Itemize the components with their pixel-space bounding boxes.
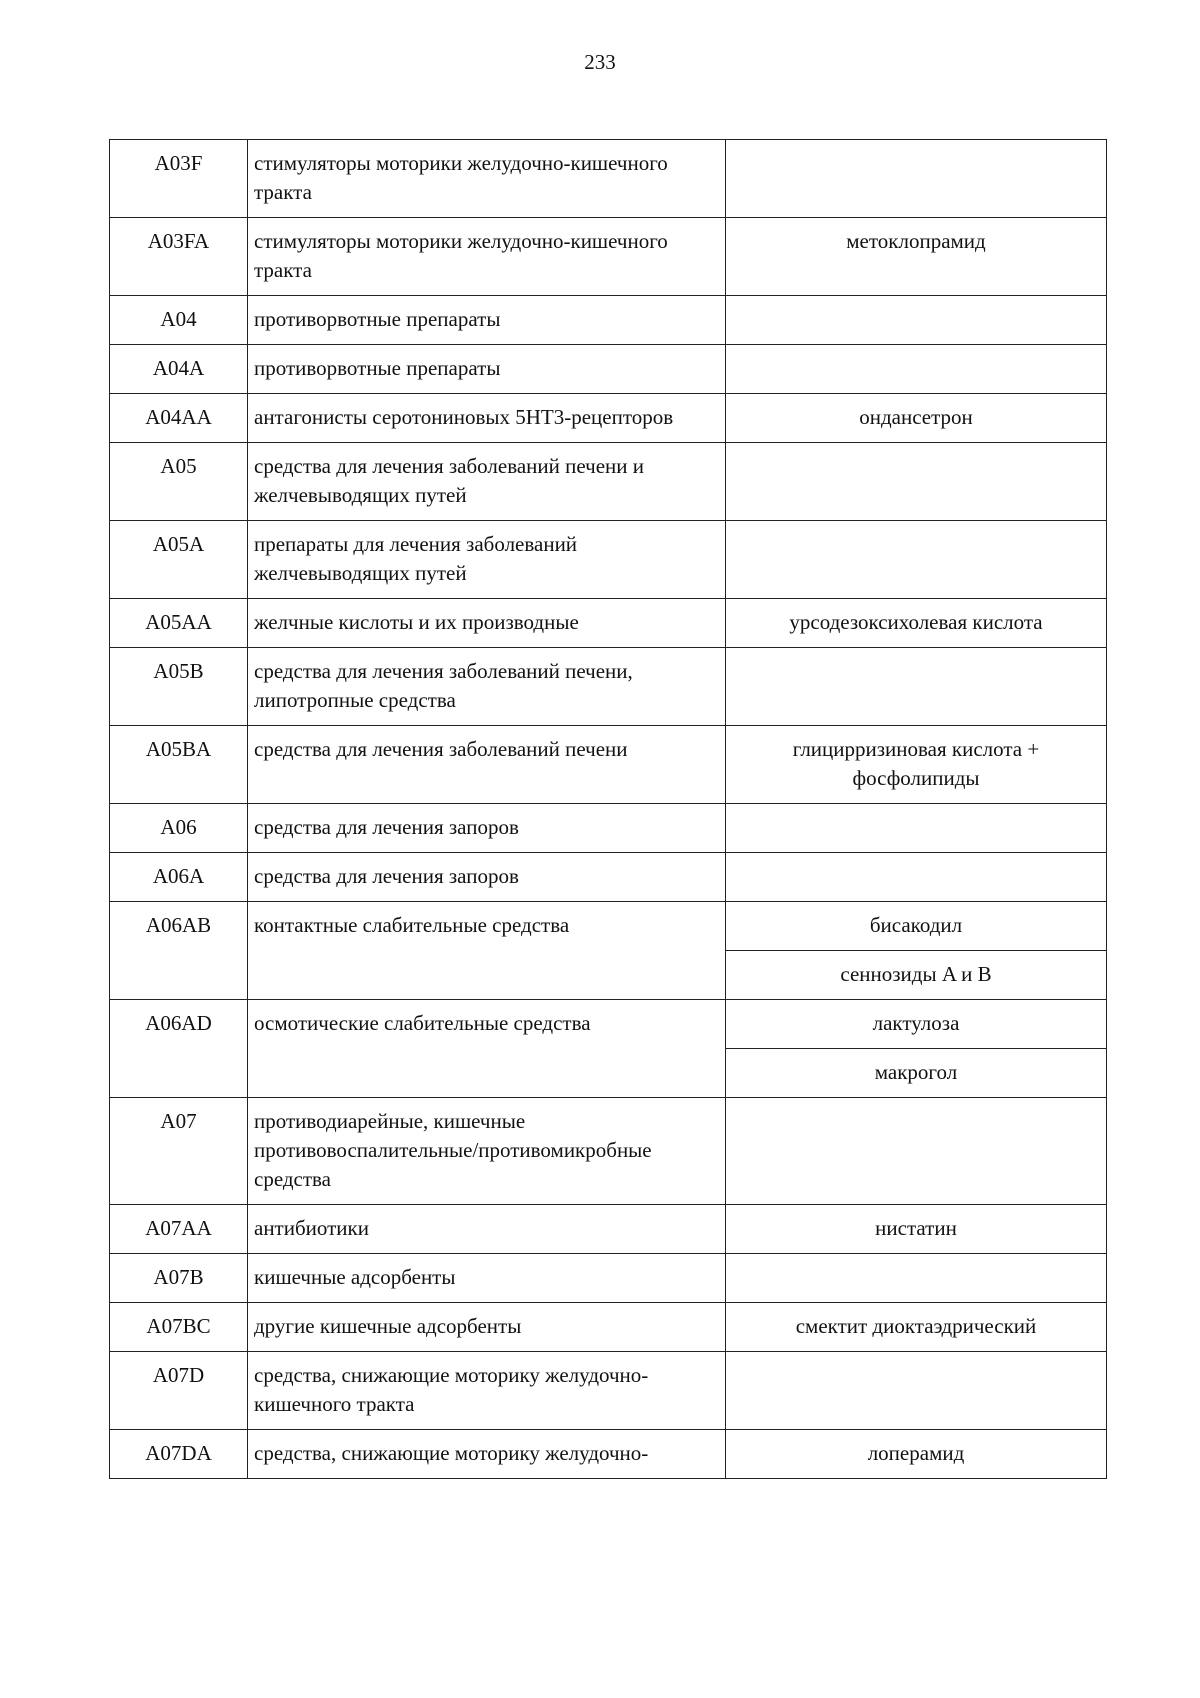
atc-code-cell: A05	[110, 443, 248, 521]
drug-name-cell	[726, 140, 1107, 218]
atc-code-cell: A06AB	[110, 902, 248, 1000]
drug-name-cell	[726, 804, 1107, 853]
table-row	[110, 394, 1107, 443]
table-row	[110, 804, 1107, 853]
drug-name-cell	[726, 853, 1107, 902]
table-row	[110, 443, 1107, 521]
group-name-cell: средства, снижающие моторику желудочно-	[248, 1430, 726, 1479]
drug-name-cell	[726, 345, 1107, 394]
table-row	[110, 296, 1107, 345]
group-name-cell: препараты для лечения заболеваний желчевыводящих путей	[248, 521, 726, 599]
drug-name-cell	[726, 1098, 1107, 1205]
drug-name-cell	[726, 296, 1107, 345]
atc-code-cell: A05B	[110, 648, 248, 726]
group-name-cell: противорвотные препараты	[248, 345, 726, 394]
drug-name-cell: бисакодил	[726, 902, 1107, 951]
atc-code-cell: A03FA	[110, 218, 248, 296]
group-name-cell: средства для лечения заболеваний печени, липотропные средства	[248, 648, 726, 726]
atc-code-cell: A07DA	[110, 1430, 248, 1479]
table-body	[110, 140, 1107, 1479]
group-name-cell: осмотические слабительные средства	[248, 1000, 726, 1098]
table-row	[110, 1205, 1107, 1254]
drug-name-cell: ондансетрон	[726, 394, 1107, 443]
atc-code-cell: A04AA	[110, 394, 248, 443]
table-row	[110, 1098, 1107, 1205]
table-row	[110, 726, 1107, 804]
drug-name-cell: макрогол	[726, 1049, 1107, 1098]
drug-name-cell: сеннозиды A и B	[726, 951, 1107, 1000]
table-row	[110, 648, 1107, 726]
atc-code-cell: A06AD	[110, 1000, 248, 1098]
group-name-cell: контактные слабительные средства	[248, 902, 726, 1000]
drug-name-cell: нистатин	[726, 1205, 1107, 1254]
drug-name-cell	[726, 1352, 1107, 1430]
group-name-cell: средства для лечения заболеваний печени	[248, 726, 726, 804]
drug-name-cell: глицирризиновая кислота + фосфолипиды	[726, 726, 1107, 804]
drug-name-cell	[726, 648, 1107, 726]
table-row	[110, 1000, 1107, 1049]
table-row	[110, 599, 1107, 648]
drug-name-cell	[726, 443, 1107, 521]
group-name-cell: другие кишечные адсорбенты	[248, 1303, 726, 1352]
drug-name-cell: урсодезоксихолевая кислота	[726, 599, 1107, 648]
atc-code-cell: A04A	[110, 345, 248, 394]
atc-code-cell: A07AA	[110, 1205, 248, 1254]
group-name-cell: стимуляторы моторики желудочно-кишечного тракта	[248, 218, 726, 296]
table-row	[110, 1254, 1107, 1303]
atc-code-cell: A06A	[110, 853, 248, 902]
drug-name-cell: лоперамид	[726, 1430, 1107, 1479]
table-row	[110, 853, 1107, 902]
table-row	[110, 521, 1107, 599]
atc-code-cell: A07BC	[110, 1303, 248, 1352]
drug-name-cell: смектит диоктаэдрический	[726, 1303, 1107, 1352]
page-number: 233	[584, 50, 616, 74]
group-name-cell: антибиотики	[248, 1205, 726, 1254]
group-name-cell: средства для лечения запоров	[248, 804, 726, 853]
drug-name-cell: лактулоза	[726, 1000, 1107, 1049]
atc-code-cell: A05A	[110, 521, 248, 599]
group-name-cell: желчные кислоты и их производные	[248, 599, 726, 648]
table-row	[110, 218, 1107, 296]
atc-code-cell: A07	[110, 1098, 248, 1205]
atc-code-cell: A07D	[110, 1352, 248, 1430]
table-row	[110, 1352, 1107, 1430]
drug-name-cell: метоклопрамид	[726, 218, 1107, 296]
atc-code-cell: A03F	[110, 140, 248, 218]
atc-code-cell: A06	[110, 804, 248, 853]
table-row	[110, 1430, 1107, 1479]
group-name-cell: средства, снижающие моторику желудочно-кишечного тракта	[248, 1352, 726, 1430]
table-row	[110, 345, 1107, 394]
atc-code-cell: A05BA	[110, 726, 248, 804]
atc-code-cell: A07B	[110, 1254, 248, 1303]
group-name-cell: противодиарейные, кишечные противовоспалительные/противомикробные средства	[248, 1098, 726, 1205]
group-name-cell: стимуляторы моторики желудочно-кишечного тракта	[248, 140, 726, 218]
group-name-cell: антагонисты серотониновых 5HT3-рецепторов	[248, 394, 726, 443]
group-name-cell: противорвотные препараты	[248, 296, 726, 345]
atc-code-cell: A04	[110, 296, 248, 345]
group-name-cell: средства для лечения запоров	[248, 853, 726, 902]
table-row	[110, 902, 1107, 951]
table-row	[110, 140, 1107, 218]
drug-name-cell	[726, 1254, 1107, 1303]
drug-name-cell	[726, 521, 1107, 599]
group-name-cell: кишечные адсорбенты	[248, 1254, 726, 1303]
table-row	[110, 1303, 1107, 1352]
drug-classification-table	[109, 139, 1107, 1479]
atc-code-cell: A05AA	[110, 599, 248, 648]
group-name-cell: средства для лечения заболеваний печени и желчевыводящих путей	[248, 443, 726, 521]
